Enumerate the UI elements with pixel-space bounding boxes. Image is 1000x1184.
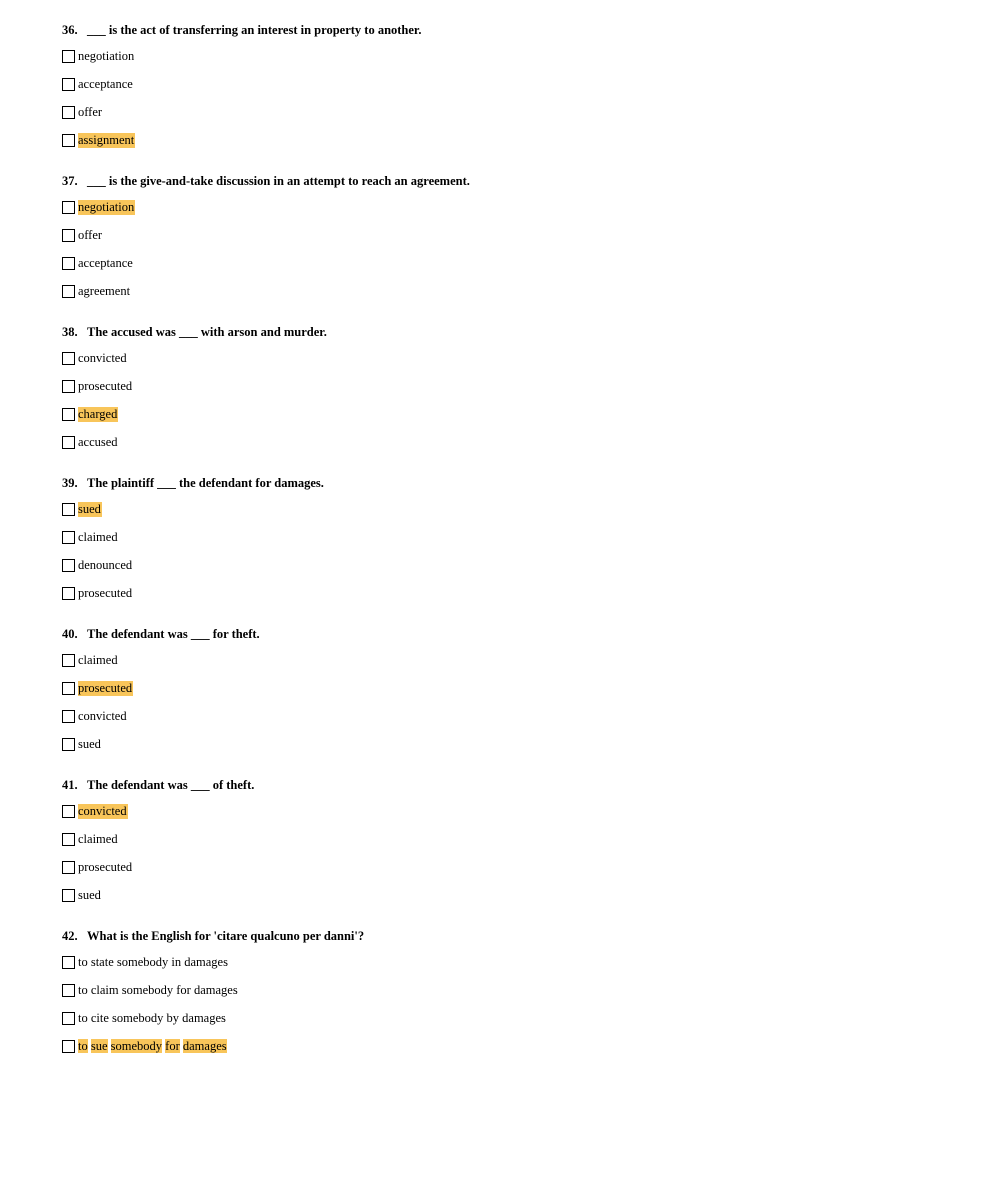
question-block (62, 626, 962, 777)
question-heading (62, 475, 962, 491)
answer-options (62, 653, 962, 765)
answer-option[interactable] (62, 379, 962, 407)
answer-checkbox[interactable] (62, 408, 75, 421)
answer-checkbox[interactable] (62, 352, 75, 365)
answer-options (62, 804, 962, 916)
answer-options (62, 351, 962, 463)
question-heading (62, 173, 962, 189)
question-number: 37. (62, 174, 78, 188)
question-block (62, 928, 962, 1079)
answer-label: accused (78, 435, 118, 449)
answer-options (62, 955, 962, 1067)
answer-option[interactable] (62, 1039, 962, 1067)
answer-label-highlighted (78, 1039, 227, 1054)
answer-option[interactable] (62, 653, 962, 681)
question-heading (62, 928, 962, 944)
answer-checkbox[interactable] (62, 78, 75, 91)
answer-label: to state somebody in damages (78, 955, 228, 969)
highlighted-word: sue (90, 1039, 108, 1053)
answer-label-highlighted: assignment (78, 133, 135, 147)
answer-option[interactable] (62, 860, 962, 888)
question-text: ___ is the give-and-take discussion in an attempt to reach an agreement. (87, 174, 470, 188)
answer-checkbox[interactable] (62, 285, 75, 298)
answer-label: claimed (78, 653, 118, 667)
question-number: 42. (62, 929, 78, 943)
answer-option[interactable] (62, 737, 962, 765)
answer-checkbox[interactable] (62, 861, 75, 874)
answer-option[interactable] (62, 530, 962, 558)
answer-label-highlighted: convicted (78, 804, 127, 818)
answer-option[interactable] (62, 200, 962, 228)
answer-label: claimed (78, 530, 118, 544)
highlighted-word: damages (182, 1039, 227, 1053)
answer-option[interactable] (62, 256, 962, 284)
answer-checkbox[interactable] (62, 833, 75, 846)
question-number: 38. (62, 325, 78, 339)
answer-options (62, 49, 962, 161)
answer-label: acceptance (78, 256, 133, 270)
answer-option[interactable] (62, 983, 962, 1011)
answer-option[interactable] (62, 502, 962, 530)
question-block (62, 475, 962, 626)
answer-label-highlighted: charged (78, 407, 118, 421)
question-text: The accused was ___ with arson and murder. (87, 325, 327, 339)
answer-label: acceptance (78, 77, 133, 91)
answer-option[interactable] (62, 888, 962, 916)
answer-option[interactable] (62, 955, 962, 983)
answer-checkbox[interactable] (62, 654, 75, 667)
answer-checkbox[interactable] (62, 1012, 75, 1025)
answer-checkbox[interactable] (62, 134, 75, 147)
answer-options (62, 200, 962, 312)
answer-label: claimed (78, 832, 118, 846)
answer-checkbox[interactable] (62, 201, 75, 214)
answer-label: sued (78, 737, 101, 751)
answer-checkbox[interactable] (62, 436, 75, 449)
answer-label-highlighted: negotiation (78, 200, 135, 214)
highlighted-word: to (78, 1039, 88, 1053)
answer-checkbox[interactable] (62, 50, 75, 63)
answer-option[interactable] (62, 681, 962, 709)
answer-option[interactable] (62, 228, 962, 256)
question-number: 39. (62, 476, 78, 490)
answer-checkbox[interactable] (62, 984, 75, 997)
highlighted-word: for (165, 1039, 180, 1053)
answer-label: sued (78, 888, 101, 902)
question-block (62, 324, 962, 475)
answer-label: convicted (78, 351, 127, 365)
answer-checkbox[interactable] (62, 805, 75, 818)
answer-checkbox[interactable] (62, 956, 75, 969)
question-number: 41. (62, 778, 78, 792)
answer-checkbox[interactable] (62, 682, 75, 695)
answer-option[interactable] (62, 832, 962, 860)
highlighted-word: somebody (110, 1039, 163, 1053)
answer-option[interactable] (62, 77, 962, 105)
answer-label: agreement (78, 284, 131, 298)
answer-label-highlighted: prosecuted (78, 681, 133, 695)
answer-checkbox[interactable] (62, 531, 75, 544)
answer-option[interactable] (62, 435, 962, 463)
question-heading (62, 324, 962, 340)
answer-label: offer (78, 105, 103, 119)
answer-option[interactable] (62, 558, 962, 586)
answer-checkbox[interactable] (62, 380, 75, 393)
question-block (62, 173, 962, 324)
answer-option[interactable] (62, 49, 962, 77)
answer-checkbox[interactable] (62, 710, 75, 723)
question-text: The plaintiff ___ the defendant for damages. (87, 476, 324, 490)
question-block (62, 777, 962, 928)
answer-label: prosecuted (78, 379, 133, 393)
question-text: ___ is the act of transferring an interest in property to another. (87, 23, 422, 37)
answer-label: offer (78, 228, 103, 242)
answer-label-highlighted: sued (78, 502, 101, 516)
answer-label: negotiation (78, 49, 135, 63)
answer-label: prosecuted (78, 860, 133, 874)
question-number: 36. (62, 23, 78, 37)
answer-label: to claim somebody for damages (78, 983, 238, 997)
answer-option[interactable] (62, 1011, 962, 1039)
question-block (62, 22, 962, 173)
answer-option[interactable] (62, 709, 962, 737)
answer-option[interactable] (62, 284, 962, 312)
question-heading (62, 22, 962, 38)
answer-checkbox[interactable] (62, 889, 75, 902)
question-text: What is the English for 'citare qualcuno per danni'? (87, 929, 365, 943)
answer-checkbox[interactable] (62, 503, 75, 516)
answer-options (62, 502, 962, 614)
answer-option[interactable] (62, 105, 962, 133)
answer-checkbox[interactable] (62, 1040, 75, 1053)
answer-checkbox[interactable] (62, 229, 75, 242)
answer-label: convicted (78, 709, 127, 723)
answer-checkbox[interactable] (62, 559, 75, 572)
answer-checkbox[interactable] (62, 106, 75, 119)
answer-label: denounced (78, 558, 133, 572)
question-text: The defendant was ___ for theft. (87, 627, 260, 641)
answer-option[interactable] (62, 133, 962, 161)
answer-label: prosecuted (78, 586, 133, 600)
answer-checkbox[interactable] (62, 587, 75, 600)
question-number: 40. (62, 627, 78, 641)
answer-option[interactable] (62, 351, 962, 379)
question-heading (62, 777, 962, 793)
answer-checkbox[interactable] (62, 257, 75, 270)
answer-option[interactable] (62, 407, 962, 435)
question-heading (62, 626, 962, 642)
answer-checkbox[interactable] (62, 738, 75, 751)
quiz-section (62, 22, 962, 1079)
answer-option[interactable] (62, 804, 962, 832)
answer-option[interactable] (62, 586, 962, 614)
answer-label: to cite somebody by damages (78, 1011, 226, 1025)
question-text: The defendant was ___ of theft. (87, 778, 255, 792)
